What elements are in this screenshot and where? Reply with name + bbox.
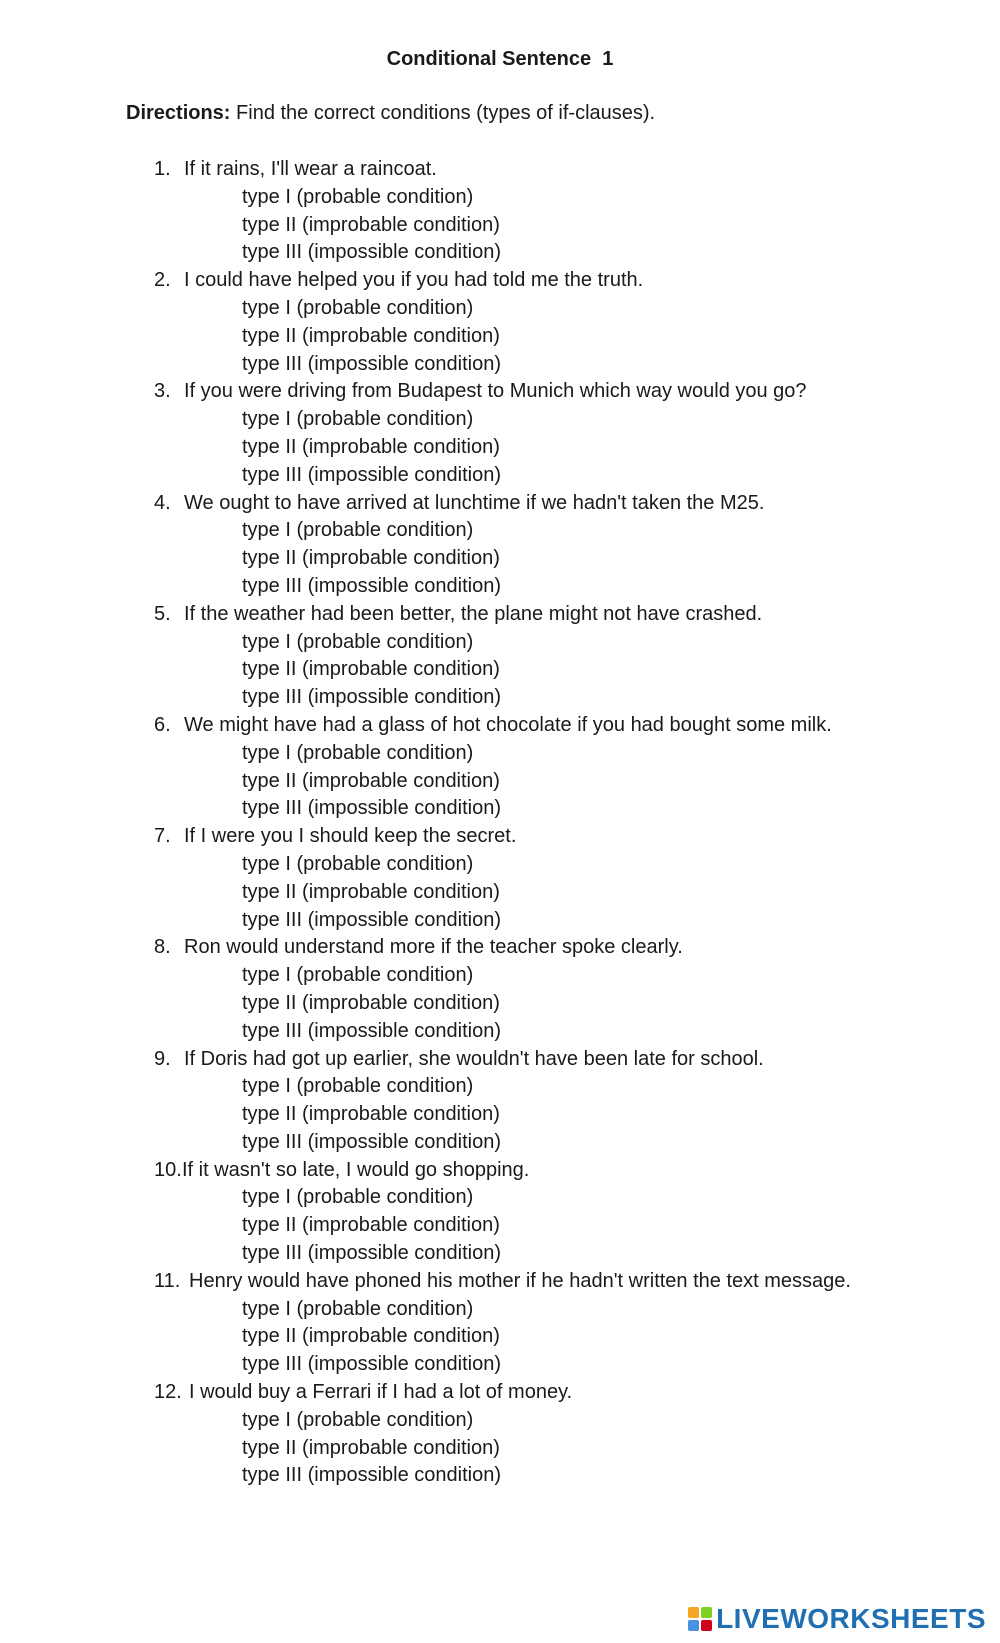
question-7: [0, 823, 1000, 934]
option-type-1[interactable]: type I (probable condition): [242, 519, 474, 542]
liveworksheets-logo-icon: [687, 1606, 713, 1632]
question-list: [0, 156, 1000, 1490]
option-type-3[interactable]: type III (impossible condition): [242, 908, 502, 931]
option-type-1[interactable]: type I (probable condition): [242, 741, 474, 764]
question-number: 12.: [154, 1381, 182, 1404]
option-type-1[interactable]: type I (probable condition): [242, 296, 474, 319]
answer-options: [0, 295, 1000, 378]
directions-text: Find the correct conditions (types of if-clauses).: [236, 102, 656, 124]
option-type-2[interactable]: type II (improbable condition): [242, 1436, 500, 1459]
option-type-2[interactable]: type II (improbable condition): [242, 1103, 500, 1126]
option-type-1[interactable]: type I (probable condition): [242, 185, 474, 208]
option-type-2[interactable]: type II (improbable condition): [242, 769, 500, 792]
option-type-1[interactable]: type I (probable condition): [242, 1297, 474, 1320]
question-number: 8.: [154, 936, 171, 959]
question-12: [0, 1379, 1000, 1490]
option-type-3[interactable]: type III (impossible condition): [242, 686, 502, 709]
answer-options: [0, 1184, 1000, 1267]
option-type-2[interactable]: type II (improbable condition): [242, 1325, 500, 1348]
question-text: If Doris had got up earlier, she wouldn't have been late for school.: [184, 1047, 764, 1070]
question-number: 4.: [154, 491, 171, 514]
question-text: Henry would have phoned his mother if he hadn't written the text message.: [189, 1269, 851, 1292]
option-type-3[interactable]: type III (impossible condition): [242, 1353, 502, 1376]
question-number: 1.: [154, 158, 171, 180]
answer-options: [0, 1073, 1000, 1156]
option-type-1[interactable]: type I (probable condition): [242, 1075, 474, 1098]
answer-options: [0, 851, 1000, 934]
option-type-2[interactable]: type II (improbable condition): [242, 991, 500, 1014]
directions-label: Directions:: [126, 102, 231, 124]
question-number: 9.: [154, 1047, 171, 1070]
option-type-2[interactable]: type II (improbable condition): [242, 435, 500, 458]
question-text: I could have helped you if you had told me the truth.: [184, 269, 644, 292]
option-type-2[interactable]: type II (improbable condition): [242, 880, 500, 903]
question-text: If you were driving from Budapest to Munich which way would you go?: [184, 380, 807, 403]
answer-options: [0, 184, 1000, 267]
option-type-2[interactable]: type II (improbable condition): [242, 213, 500, 236]
option-type-3[interactable]: type III (impossible condition): [242, 463, 502, 486]
option-type-1[interactable]: type I (probable condition): [242, 408, 474, 431]
option-type-3[interactable]: type III (impossible condition): [242, 797, 502, 820]
option-type-3[interactable]: type III (impossible condition): [242, 1130, 502, 1153]
option-type-2[interactable]: type II (improbable condition): [242, 658, 500, 681]
question-5: [0, 601, 1000, 712]
option-type-1[interactable]: type I (probable condition): [242, 630, 474, 653]
option-type-1[interactable]: type I (probable condition): [242, 964, 474, 987]
question-text: We might have had a glass of hot chocolate if you had bought some milk.: [184, 713, 832, 736]
option-type-3[interactable]: type III (impossible condition): [242, 1464, 502, 1487]
question-number: 11.: [154, 1269, 181, 1292]
question-number: 2.: [154, 269, 171, 292]
question-text: If it rains, I'll wear a raincoat.: [184, 158, 437, 180]
option-type-2[interactable]: type II (improbable condition): [242, 1214, 500, 1237]
question-number: 7.: [154, 825, 171, 848]
question-11: [0, 1268, 1000, 1379]
question-number: 10.: [154, 1158, 182, 1181]
worksheet-title: Conditional Sentence 1: [386, 48, 614, 70]
answer-options: [0, 740, 1000, 823]
question-number: 6.: [154, 713, 171, 736]
question-text: If the weather had been better, the plane might not have crashed.: [184, 602, 763, 625]
option-type-1[interactable]: type I (probable condition): [242, 852, 474, 875]
question-text: We ought to have arrived at lunchtime if we hadn't taken the M25.: [184, 491, 765, 514]
question-number: 3.: [154, 380, 171, 403]
question-6: [0, 712, 1000, 823]
option-type-3[interactable]: type III (impossible condition): [242, 352, 502, 375]
answer-options: [0, 517, 1000, 600]
answer-options: [0, 406, 1000, 489]
question-text: Ron would understand more if the teacher spoke clearly.: [184, 936, 683, 959]
option-type-3[interactable]: type III (impossible condition): [242, 574, 502, 597]
question-9: [0, 1046, 1000, 1157]
question-1: [0, 156, 1000, 267]
question-number: 5.: [154, 602, 171, 625]
question-text: I would buy a Ferrari if I had a lot of money.: [189, 1381, 573, 1404]
option-type-2[interactable]: type II (improbable condition): [242, 324, 500, 347]
question-4: [0, 490, 1000, 601]
question-3: [0, 378, 1000, 489]
question-text: If I were you I should keep the secret.: [184, 825, 517, 848]
question-text: If it wasn't so late, I would go shopping.: [182, 1158, 530, 1181]
question-2: [0, 267, 1000, 378]
option-type-1[interactable]: type I (probable condition): [242, 1186, 474, 1209]
option-type-3[interactable]: type III (impossible condition): [242, 1019, 502, 1042]
liveworksheets-logo: [687, 1603, 986, 1635]
option-type-3[interactable]: type III (impossible condition): [242, 1242, 502, 1265]
liveworksheets-logo-text: LIVEWORKSHEETS: [716, 1603, 986, 1634]
option-type-2[interactable]: type II (improbable condition): [242, 547, 500, 570]
answer-options: [0, 1296, 1000, 1379]
directions: [126, 102, 655, 125]
option-type-3[interactable]: type III (impossible condition): [242, 241, 502, 264]
option-type-1[interactable]: type I (probable condition): [242, 1408, 474, 1431]
question-10: [0, 1157, 1000, 1268]
answer-options: [0, 1407, 1000, 1490]
answer-options: [0, 962, 1000, 1045]
answer-options: [0, 629, 1000, 712]
question-8: [0, 934, 1000, 1045]
